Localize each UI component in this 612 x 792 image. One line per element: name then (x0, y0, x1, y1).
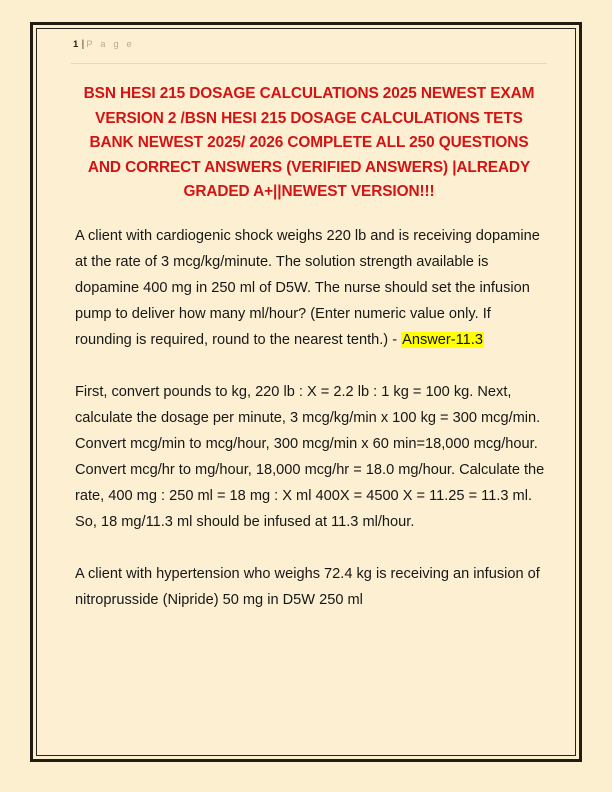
question-1-paragraph (75, 223, 547, 353)
question-2-paragraph: A client with hypertension who weighs 72.4 kg is receiving an infusion of nitroprusside (Nipride) 50 mg in D5W 250 ml (75, 565, 540, 608)
header-page-number: 1 (73, 39, 79, 50)
header-page-label: P a g e (86, 39, 135, 50)
header-separator: | (81, 39, 85, 50)
page-content-area (37, 29, 575, 755)
document-body (75, 205, 547, 613)
document-title: BSN HESI 215 DOSAGE CALCULATIONS 2025 NEWEST EXAM VERSION 2 /BSN HESI 215 DOSAGE CALCULATIONS TETS BANK NEWEST 2025/ 2026 COMPLETE ALL 250 QUESTIONS AND CORRECT ANSWERS (VERIFIED ANSWERS) |ALREADY GRADED A+||NEWEST VERSION!!! (83, 85, 535, 200)
running-header (69, 39, 549, 61)
question-1-answer-highlight: Answer-11.3 (402, 331, 483, 348)
rationale-1-paragraph: First, convert pounds to kg, 220 lb : X = 2.2 lb : 1 kg = 100 kg. Next, calculate the dosage per minute, 3 mcg/kg/min x 100 kg = 300 mcg/min. Convert mcg/min to mcg/hour, 300 mcg/min x 60 min=18,000 mcg/hour. Convert mcg/hr to mg/hour, 18,000 mcg/hr = 18.0 mg/hour. Calculate the rate, 400 mg : 250 ml = 18 mg : X ml 400X = 4500 X = 11.25 = 11.3 ml. So, 18 mg/11.3 ml should be infused at 11.3 ml/hour. (75, 383, 545, 530)
header-divider (71, 63, 547, 64)
question-1-text: A client with cardiogenic shock weighs 220 lb and is receiving dopamine at the rate of 3 mcg/kg/minute. The solution strength available is dopamine 400 mg in 250 ml of D5W. The nurse should set the infusion pump to deliver how many ml/hour? (Enter numeric value only. If rounding is required, round to the nearest tenth.) - (75, 227, 540, 348)
title-body-gap (75, 205, 547, 223)
page-border-inner (36, 28, 576, 756)
page-border-frame (30, 22, 582, 762)
